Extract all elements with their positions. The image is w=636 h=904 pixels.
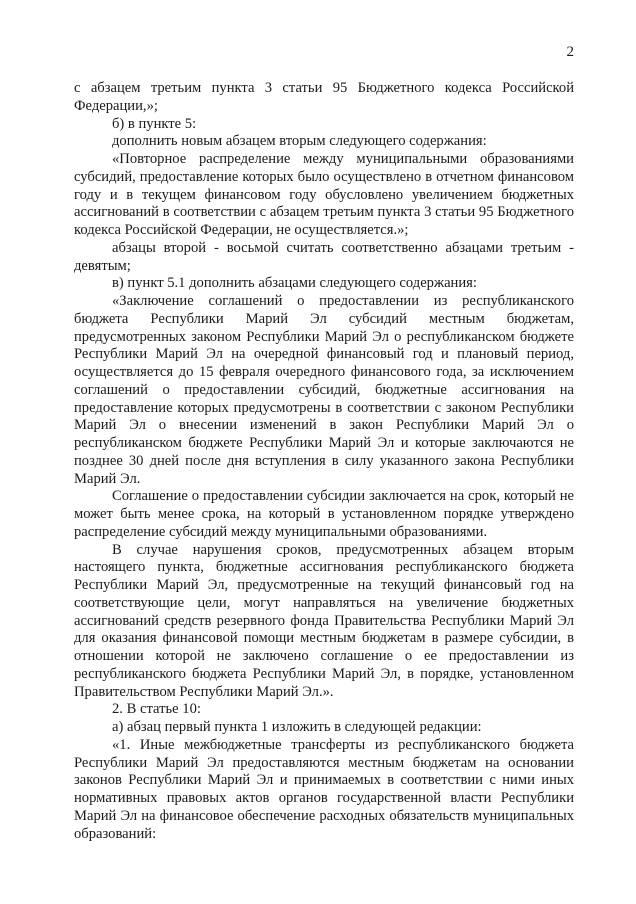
paragraph-item-v: в) пункт 5.1 дополнить абзацами следующего содержания: bbox=[112, 275, 477, 292]
paragraph-instruction: дополнить новым абзацем вторым следующего содержания: bbox=[112, 133, 487, 150]
paragraph-continuation: с абзацем третьим пункта 3 статьи 95 Бюджетного кодекса Российской Федерации,»; bbox=[74, 80, 574, 114]
paragraph-article-10: 2. В статье 10: bbox=[112, 701, 201, 718]
paragraph-renumbering: абзацы второй - восьмой считать соответственно абзацами третьим - девятым; bbox=[74, 239, 574, 274]
paragraph-agreement-term: Соглашение о предоставлении субсидии заключается на срок, который не может быть менее срока, на который в установленном порядке утверждено распределение субсидий между муниципальными образованиями. bbox=[74, 488, 574, 540]
paragraph-item-a: а) абзац первый пункта 1 изложить в следующей редакции: bbox=[112, 719, 482, 735]
page-number: 2 bbox=[566, 44, 574, 60]
paragraph-quote-agreements: «Заключение соглашений о предоставлении из республиканского бюджета Республики Марий Эл субсидий местным бюджетам, предусмотренных законом Республики Марий Эл о республиканском бюджете Республики Марий Эл на очередной финансовый год и плановый период, осуществляется до 15 февраля очередного финансового года, за исключением соглашений о предоставлении субсидий, бюджетные ассигнования на предоставление которых предусмотрены в соответствии с законом Республики Марий Эл о внесении изменений в закон Республики Марий Эл о республиканском бюджете Республики Марий Эл и которые заключаются не позднее 30 дней после дня вступления в силу указанного закона Республики Марий Эл. bbox=[74, 293, 574, 487]
paragraph-quote-transfers: «1. Иные межбюджетные трансферты из республиканского бюджета Республики Марий Эл предоставляются местным бюджетам на основании законов Республики Марий Эл и принимаемых в соответствии с ними иных нормативных правовых актов органов государственной власти Республики Марий Эл на финансовое обеспечение расходных обязательств муниципальных образований: bbox=[74, 736, 574, 842]
paragraph-quote-redistribution: «Повторное распределение между муниципальными образованиями субсидий, предоставление которых было осуществлено в отчетном финансовом году и в текущем финансовом году обусловлено увеличением бюджетных ассигнований в соответствии с абзацем третьим пункта 3 статьи 95 Бюджетного кодекса Российской Федерации, не осуществляется.»; bbox=[74, 151, 574, 238]
document-body bbox=[74, 80, 574, 843]
paragraph-item-b: б) в пункте 5: bbox=[112, 115, 197, 132]
paragraph-deadline-violation: В случае нарушения сроков, предусмотренных абзацем вторым настоящего пункта, бюджетные ассигнования республиканского бюджета Республики Марий Эл, предусмотренные на текущий финансовый год на соответствующие цели, могут направляться на увеличение бюджетных ассигнований средств резервного фонда Правительства Республики Марий Эл для оказания финансовой помощи местным бюджетам в размере субсидии, в отношении которой не заключено соглашение о ее предоставлении из республиканского бюджета Республики Марий Эл, в порядке, установленном Правительством Республики Марий Эл.». bbox=[74, 541, 574, 700]
